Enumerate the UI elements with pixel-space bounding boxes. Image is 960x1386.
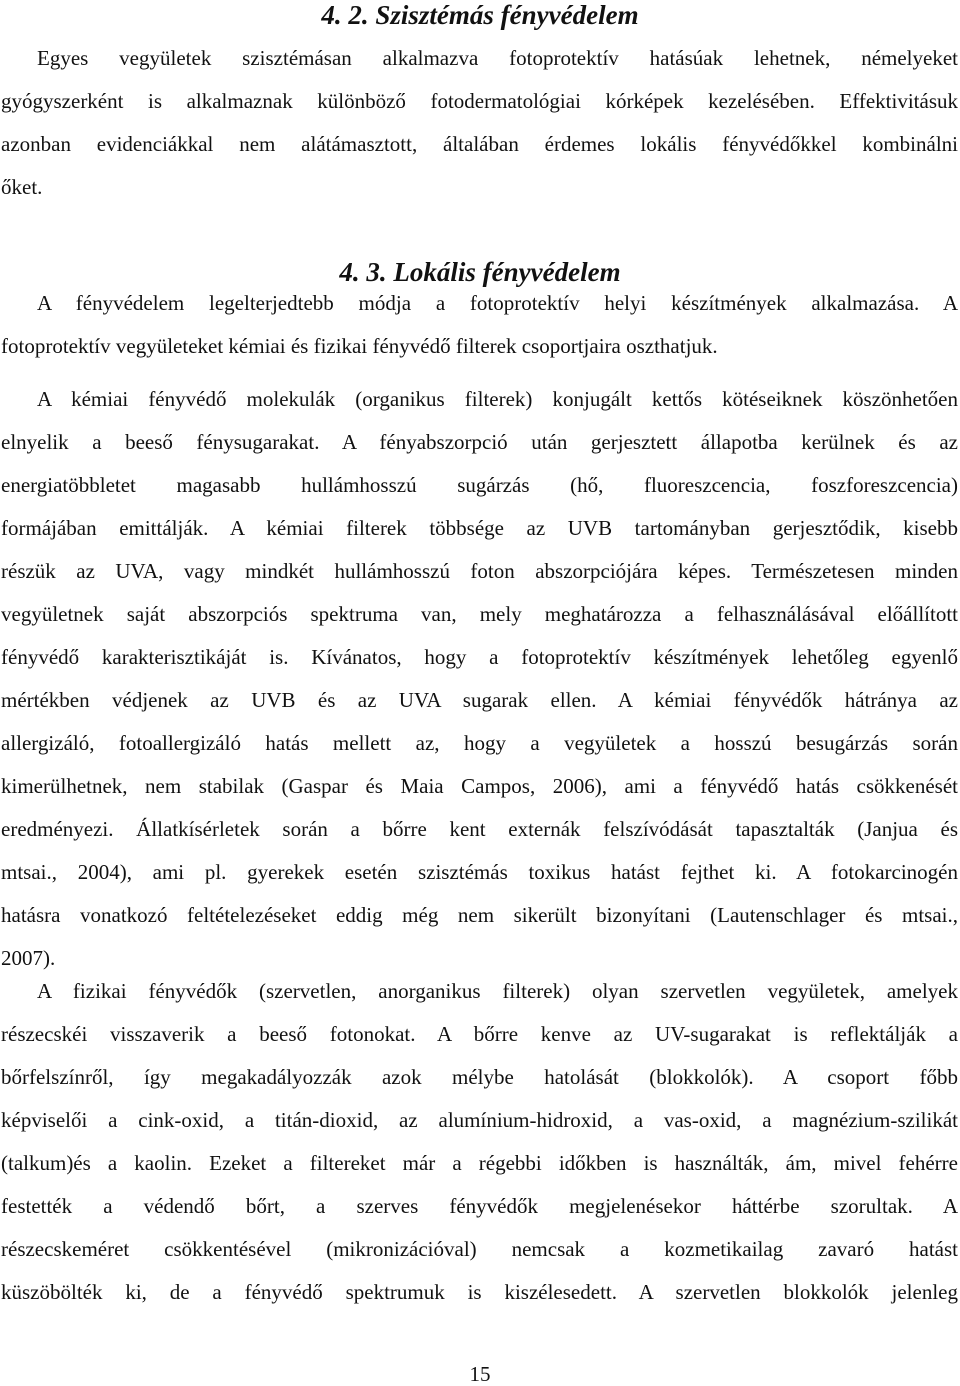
text-line: Egyes vegyületek szisztémásan alkalmazva fotoprotektív hatásúak lehetnek, némelyeket [37,46,958,70]
text-line: gyógyszerként is alkalmaznak különböző fotodermatológiai kórképek kezelésében. Effektivitásuk [1,89,958,113]
text-line: energiatöbbletet magasabb hullámhosszú sugárzás (hő, fluoreszcencia, foszforeszcencia) [1,473,958,497]
text-line: képviselői a cink-oxid, a titán-dioxid, az alumínium-hidroxid, a vas-oxid, a magnézium-szilikát [1,1108,958,1132]
text-line: fotoprotektív vegyületeket kémiai és fizikai fényvédő filterek csoportjaira oszthatjuk. [1,334,718,358]
text-line: allergizáló, fotoallergizáló hatás mellett az, hogy a vegyületek a hosszú besugárzás során [1,731,958,755]
text-line: fényvédő karakterisztikáját is. Kívánatos, hogy a fotoprotektív készítmények lehetőleg egyenlő [1,645,958,669]
text-line: festették a védendő bőrt, a szerves fényvédők megjelenésekor háttérbe szorultak. A [1,1194,958,1218]
section-number: 4. 3. [339,257,387,287]
text-line: A fizikai fényvédők (szervetlen, anorganikus filterek) olyan szervetlen vegyületek, amelyek [37,979,958,1003]
section-number: 4. 2. [321,0,369,30]
section-title: Szisztémás fényvédelem [375,0,639,30]
text-line: eredményezi. Állatkísérletek során a bőrre kent externák felszívódását tapasztalták (Janjua és [1,817,958,841]
text-line: részük az UVA, vagy mindkét hullámhosszú foton abszorpciójára képes. Természetesen minden [1,559,958,583]
section-heading-4-2 [0,0,960,30]
text-line: küszöbölték ki, de a fényvédő spektrumuk is kiszélesedett. A szervetlen blokkolók jelenleg [1,1280,958,1304]
page-number: 15 [469,1362,491,1386]
paragraph-physical-filters [1,970,958,1314]
paragraph-local-intro [1,282,958,368]
text-line: vegyületnek saját abszorpciós spektruma van, mely meghatározza a felhasználásával előállított [1,602,958,626]
text-line: A fényvédelem legelterjedtebb módja a fotoprotektív helyi készítmények alkalmazása. A [37,291,958,315]
text-line: őket. [1,175,43,199]
paragraph-systemic [1,37,958,209]
text-line: elnyelik a beeső fénysugarakat. A fényabszorpció után gerjesztett állapotba kerülnek és az [1,430,958,454]
text-line: 2007). [1,946,56,970]
text-line: azonban evidenciákkal nem alátámasztott, általában érdemes lokális fényvédőkkel kombinálni [1,132,958,156]
section-title: Lokális fényvédelem [393,257,621,287]
text-line: (talkum)és a kaolin. Ezeket a filtereket már a régebbi időkben is használták, ám, mivel fehérre [1,1151,958,1175]
text-line: formájában emittálják. A kémiai filterek többsége az UVB tartományban gerjesztődik, kisebb [1,516,958,540]
text-line: mtsai., 2004), ami pl. gyerekek esetén szisztémás toxikus hatást fejthet ki. A fotokarcinogén [1,860,958,884]
text-line: részecskéi visszaverik a beeső fotonokat. A bőrre kenve az UV-sugarakat is reflektálják a [1,1022,958,1046]
paragraph-chemical-filters [1,378,958,980]
text-line: A kémiai fényvédő molekulák (organikus filterek) konjugált kettős kötéseiknek köszönhetően [37,387,958,411]
text-line: bőrfelszínről, így megakadályozzák azok mélybe hatolását (blokkolók). A csoport főbb [1,1065,958,1089]
text-line: kimerülhetnek, nem stabilak (Gaspar és Maia Campos, 2006), ami a fényvédő hatás csökkenését [1,774,958,798]
text-line: mértékben védjenek az UVB és az UVA sugarak ellen. A kémiai fényvédők hátránya az [1,688,958,712]
text-line: részecskeméret csökkentésével (mikronizációval) nemcsak a kozmetikailag zavaró hatást [1,1237,958,1261]
text-line: hatásra vonatkozó feltételezéseket eddig még nem sikerült bizonyítani (Lautenschlager és mtsai., [1,903,958,927]
